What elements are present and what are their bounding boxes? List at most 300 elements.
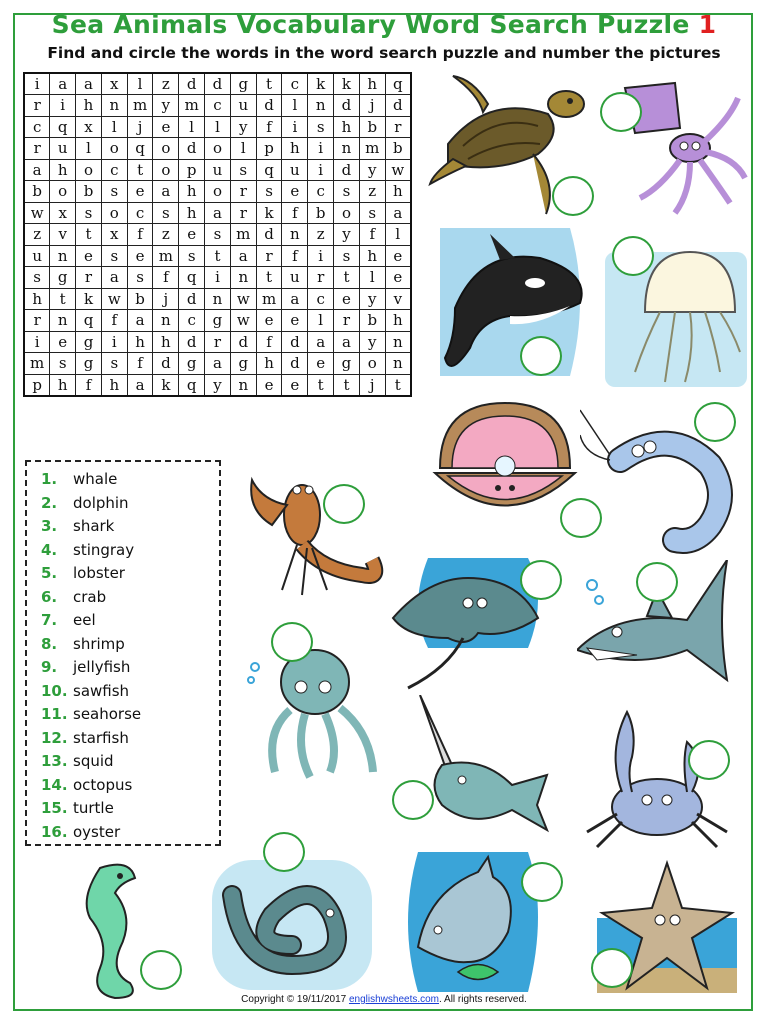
grid-letter[interactable]: j <box>127 116 153 138</box>
grid-letter[interactable]: m <box>24 353 50 375</box>
grid-letter[interactable]: f <box>76 374 102 396</box>
grid-letter[interactable]: y <box>359 331 385 353</box>
grid-letter[interactable]: s <box>153 202 179 224</box>
grid-letter[interactable]: l <box>282 95 308 117</box>
word-text: starfish <box>73 728 129 747</box>
grid-letter[interactable]: f <box>282 202 308 224</box>
grid-letter[interactable]: i <box>24 331 50 353</box>
grid-letter[interactable]: c <box>308 181 334 203</box>
grid-row <box>24 310 411 332</box>
grid-letter[interactable]: o <box>76 159 102 181</box>
grid-letter[interactable]: e <box>256 310 282 332</box>
grid-letter[interactable]: n <box>282 224 308 246</box>
grid-letter[interactable]: w <box>101 288 127 310</box>
whale-picture <box>440 228 590 376</box>
grid-letter[interactable]: u <box>24 245 50 267</box>
grid-letter[interactable]: f <box>127 353 153 375</box>
grid-letter[interactable]: t <box>50 288 76 310</box>
word-list-item <box>41 727 129 750</box>
grid-letter[interactable]: i <box>308 245 334 267</box>
grid-letter[interactable]: n <box>308 95 334 117</box>
copyright-link[interactable]: englishwsheets.com <box>348 994 440 1005</box>
grid-row <box>24 331 411 353</box>
grid-letter[interactable]: v <box>385 288 411 310</box>
grid-letter[interactable]: h <box>50 159 76 181</box>
grid-letter[interactable]: l <box>230 138 256 160</box>
grid-letter[interactable]: i <box>282 116 308 138</box>
grid-row <box>24 73 411 95</box>
grid-letter[interactable]: s <box>334 245 360 267</box>
grid-letter[interactable]: l <box>127 73 153 95</box>
grid-letter[interactable]: n <box>153 310 179 332</box>
answer-circle-lobster[interactable] <box>323 484 365 524</box>
grid-letter[interactable]: o <box>359 353 385 375</box>
grid-letter[interactable]: f <box>282 245 308 267</box>
answer-circle-eel[interactable] <box>263 832 305 872</box>
word-text: dolphin <box>73 493 129 512</box>
grid-letter[interactable]: h <box>179 202 205 224</box>
grid-letter[interactable]: u <box>282 267 308 289</box>
grid-letter[interactable]: a <box>230 245 256 267</box>
answer-circle-squid[interactable] <box>600 92 642 132</box>
grid-letter[interactable]: q <box>127 138 153 160</box>
grid-row <box>24 159 411 181</box>
grid-letter[interactable]: k <box>334 73 360 95</box>
answer-circle-crab[interactable] <box>688 740 730 780</box>
oyster-picture <box>430 398 580 528</box>
copyright-notice <box>0 994 768 1005</box>
squid-picture <box>620 78 750 218</box>
lobster-picture <box>242 460 392 600</box>
grid-letter[interactable]: j <box>359 374 385 396</box>
grid-letter[interactable]: d <box>256 224 282 246</box>
grid-letter[interactable]: z <box>308 224 334 246</box>
grid-letter[interactable]: a <box>385 202 411 224</box>
grid-letter[interactable]: r <box>334 310 360 332</box>
grid-letter[interactable]: u <box>282 159 308 181</box>
grid-letter[interactable]: l <box>76 138 102 160</box>
word-number: 6. <box>41 587 58 606</box>
grid-letter[interactable]: s <box>205 224 231 246</box>
grid-letter[interactable]: t <box>256 73 282 95</box>
grid-letter[interactable]: o <box>153 159 179 181</box>
word-list-item <box>41 492 129 515</box>
word-text: stingray <box>73 540 135 559</box>
grid-letter[interactable]: u <box>230 95 256 117</box>
grid-row <box>24 116 411 138</box>
answer-circle-sawfish[interactable] <box>392 780 434 820</box>
grid-letter[interactable]: n <box>50 310 76 332</box>
grid-letter[interactable]: s <box>308 116 334 138</box>
word-number: 14. <box>41 775 68 794</box>
grid-letter[interactable]: a <box>282 288 308 310</box>
grid-letter[interactable]: f <box>101 310 127 332</box>
grid-letter[interactable]: c <box>179 310 205 332</box>
answer-circle-starfish[interactable] <box>591 948 633 988</box>
grid-letter[interactable]: u <box>205 159 231 181</box>
grid-letter[interactable]: h <box>282 138 308 160</box>
grid-letter[interactable]: b <box>24 181 50 203</box>
grid-letter[interactable]: j <box>153 288 179 310</box>
grid-letter[interactable]: g <box>230 353 256 375</box>
grid-letter[interactable]: c <box>205 95 231 117</box>
grid-letter[interactable]: y <box>153 95 179 117</box>
grid-letter[interactable]: d <box>153 353 179 375</box>
grid-letter[interactable]: t <box>308 374 334 396</box>
grid-letter[interactable]: g <box>76 331 102 353</box>
grid-letter[interactable]: l <box>385 224 411 246</box>
grid-letter[interactable]: g <box>205 310 231 332</box>
grid-letter[interactable]: o <box>101 202 127 224</box>
answer-circle-jellyfish[interactable] <box>612 236 654 276</box>
grid-letter[interactable]: f <box>127 224 153 246</box>
grid-letter[interactable]: n <box>385 353 411 375</box>
grid-letter[interactable]: g <box>179 353 205 375</box>
grid-letter[interactable]: y <box>205 374 231 396</box>
grid-letter[interactable]: x <box>101 224 127 246</box>
grid-letter[interactable]: r <box>256 245 282 267</box>
copyright-suffix: . All rights reserved. <box>439 994 527 1005</box>
word-list-item <box>41 586 106 609</box>
grid-letter[interactable]: a <box>127 374 153 396</box>
grid-letter[interactable]: d <box>179 288 205 310</box>
grid-letter[interactable]: i <box>308 138 334 160</box>
grid-letter[interactable]: s <box>76 202 102 224</box>
grid-letter[interactable]: t <box>205 245 231 267</box>
grid-letter[interactable]: r <box>205 331 231 353</box>
grid-letter[interactable]: f <box>153 267 179 289</box>
grid-letter[interactable]: o <box>334 202 360 224</box>
word-number: 12. <box>41 728 68 747</box>
answer-circle-turtle[interactable] <box>552 176 594 216</box>
grid-letter[interactable]: a <box>205 202 231 224</box>
grid-letter[interactable]: a <box>76 73 102 95</box>
instructions: Find and circle the words in the word search puzzle and number the pictures <box>47 44 721 62</box>
grid-letter[interactable]: a <box>101 267 127 289</box>
grid-letter[interactable]: y <box>230 116 256 138</box>
grid-letter[interactable]: t <box>334 267 360 289</box>
grid-letter[interactable]: m <box>153 245 179 267</box>
grid-letter[interactable]: n <box>334 138 360 160</box>
grid-letter[interactable]: i <box>308 159 334 181</box>
grid-letter[interactable]: o <box>101 138 127 160</box>
grid-letter[interactable]: r <box>385 116 411 138</box>
grid-letter[interactable]: m <box>359 138 385 160</box>
grid-letter[interactable]: y <box>359 159 385 181</box>
word-text: seahorse <box>73 705 142 723</box>
grid-row <box>24 374 411 396</box>
grid-letter[interactable]: h <box>127 331 153 353</box>
grid-letter[interactable]: s <box>24 267 50 289</box>
grid-letter[interactable]: m <box>127 95 153 117</box>
grid-letter[interactable]: a <box>308 331 334 353</box>
grid-letter[interactable]: a <box>24 159 50 181</box>
grid-letter[interactable]: d <box>179 331 205 353</box>
grid-letter[interactable]: h <box>50 374 76 396</box>
grid-letter[interactable]: l <box>179 116 205 138</box>
word-number: 13. <box>41 752 68 770</box>
grid-letter[interactable]: q <box>76 310 102 332</box>
word-text: octopus <box>73 775 133 794</box>
grid-letter[interactable]: q <box>256 159 282 181</box>
word-number: 2. <box>41 493 58 512</box>
grid-letter[interactable]: h <box>179 181 205 203</box>
grid-row <box>24 202 411 224</box>
grid-letter[interactable]: r <box>308 267 334 289</box>
word-number: 7. <box>41 611 58 629</box>
grid-letter[interactable]: h <box>153 331 179 353</box>
grid-letter[interactable]: e <box>127 181 153 203</box>
word-text: crab <box>73 587 107 606</box>
grid-letter[interactable]: e <box>385 267 411 289</box>
grid-letter[interactable]: d <box>179 73 205 95</box>
grid-letter[interactable]: f <box>359 224 385 246</box>
grid-letter[interactable]: i <box>101 331 127 353</box>
grid-row <box>24 267 411 289</box>
grid-letter[interactable]: i <box>24 73 50 95</box>
grid-letter[interactable]: n <box>385 331 411 353</box>
grid-letter[interactable]: u <box>50 138 76 160</box>
grid-letter[interactable]: b <box>76 181 102 203</box>
grid-letter[interactable]: m <box>230 224 256 246</box>
grid-letter[interactable]: d <box>230 331 256 353</box>
word-list-item <box>41 703 141 726</box>
grid-letter[interactable]: d <box>282 353 308 375</box>
grid-letter[interactable]: z <box>153 73 179 95</box>
grid-letter[interactable]: b <box>127 288 153 310</box>
grid-letter[interactable]: o <box>205 181 231 203</box>
grid-letter[interactable]: l <box>308 310 334 332</box>
grid-letter[interactable]: o <box>50 181 76 203</box>
word-text: jellyfish <box>73 658 131 676</box>
grid-letter[interactable]: w <box>230 288 256 310</box>
grid-letter[interactable]: q <box>50 116 76 138</box>
grid-letter[interactable]: s <box>256 181 282 203</box>
grid-letter[interactable]: t <box>127 159 153 181</box>
grid-letter[interactable]: i <box>205 267 231 289</box>
grid-letter[interactable]: h <box>24 288 50 310</box>
grid-letter[interactable]: h <box>385 181 411 203</box>
grid-letter[interactable]: e <box>282 181 308 203</box>
word-list-item <box>41 609 96 632</box>
answer-circle-seahorse[interactable] <box>140 950 182 990</box>
word-text: shark <box>73 517 115 535</box>
answer-circle-stingray[interactable] <box>520 560 562 600</box>
word-list-item <box>41 797 114 820</box>
grid-letter[interactable]: e <box>179 224 205 246</box>
grid-letter[interactable]: a <box>127 310 153 332</box>
grid-letter[interactable]: p <box>24 374 50 396</box>
grid-letter[interactable]: s <box>50 353 76 375</box>
grid-letter[interactable]: g <box>230 73 256 95</box>
grid-letter[interactable]: n <box>205 288 231 310</box>
grid-letter[interactable]: e <box>153 116 179 138</box>
grid-row <box>24 353 411 375</box>
grid-letter[interactable]: r <box>24 138 50 160</box>
word-list-item <box>41 515 114 538</box>
grid-letter[interactable]: h <box>76 95 102 117</box>
answer-circle-shrimp[interactable] <box>694 402 736 442</box>
grid-letter[interactable]: n <box>101 95 127 117</box>
grid-letter[interactable]: d <box>385 95 411 117</box>
grid-letter[interactable]: l <box>359 267 385 289</box>
grid-letter[interactable]: y <box>334 224 360 246</box>
grid-letter[interactable]: s <box>127 267 153 289</box>
word-list-item <box>41 750 114 773</box>
grid-letter[interactable]: s <box>101 245 127 267</box>
grid-letter[interactable]: e <box>308 353 334 375</box>
grid-letter[interactable]: b <box>359 116 385 138</box>
grid-letter[interactable]: f <box>256 331 282 353</box>
grid-letter[interactable]: d <box>256 95 282 117</box>
grid-letter[interactable]: j <box>359 95 385 117</box>
grid-letter[interactable]: g <box>50 267 76 289</box>
word-number: 9. <box>41 658 58 676</box>
grid-letter[interactable]: i <box>50 95 76 117</box>
grid-letter[interactable]: c <box>127 202 153 224</box>
grid-letter[interactable]: x <box>50 202 76 224</box>
grid-letter[interactable]: s <box>101 181 127 203</box>
grid-letter[interactable]: e <box>282 310 308 332</box>
grid-letter[interactable]: d <box>179 138 205 160</box>
grid-letter[interactable]: a <box>334 331 360 353</box>
grid-letter[interactable]: l <box>205 116 231 138</box>
grid-letter[interactable]: c <box>24 116 50 138</box>
grid-letter[interactable]: o <box>153 138 179 160</box>
word-number: 1. <box>41 470 58 488</box>
grid-letter[interactable]: w <box>24 202 50 224</box>
grid-letter[interactable]: k <box>308 73 334 95</box>
word-text: turtle <box>73 799 114 817</box>
word-list-item <box>41 680 129 703</box>
grid-letter[interactable]: o <box>205 138 231 160</box>
word-number: 3. <box>41 517 58 535</box>
word-list-item <box>41 656 130 679</box>
grid-row <box>24 95 411 117</box>
grid-letter[interactable]: c <box>282 73 308 95</box>
grid-letter[interactable]: e <box>76 245 102 267</box>
grid-row <box>24 181 411 203</box>
grid-letter[interactable]: h <box>359 245 385 267</box>
grid-letter[interactable]: p <box>179 159 205 181</box>
grid-letter[interactable]: h <box>101 374 127 396</box>
grid-letter[interactable]: q <box>179 267 205 289</box>
grid-letter[interactable]: e <box>385 245 411 267</box>
word-search-grid <box>23 72 412 397</box>
grid-letter[interactable]: e <box>50 331 76 353</box>
grid-letter[interactable]: z <box>153 224 179 246</box>
grid-letter[interactable]: e <box>334 288 360 310</box>
word-number: 4. <box>41 540 58 559</box>
grid-letter[interactable]: s <box>359 202 385 224</box>
grid-letter[interactable]: q <box>385 73 411 95</box>
grid-letter[interactable]: k <box>153 374 179 396</box>
grid-letter[interactable]: e <box>127 245 153 267</box>
grid-letter[interactable]: b <box>359 310 385 332</box>
grid-letter[interactable]: s <box>179 245 205 267</box>
title-number: 1 <box>698 10 717 39</box>
grid-letter[interactable]: n <box>50 245 76 267</box>
grid-letter[interactable]: t <box>334 374 360 396</box>
grid-letter[interactable]: h <box>334 116 360 138</box>
grid-letter[interactable]: p <box>256 138 282 160</box>
answer-circle-dolphin[interactable] <box>521 862 563 902</box>
answer-circle-whale[interactable] <box>520 336 562 376</box>
grid-letter[interactable]: g <box>76 353 102 375</box>
grid-letter[interactable]: a <box>153 181 179 203</box>
word-text: shrimp <box>73 634 125 653</box>
grid-letter[interactable]: h <box>385 310 411 332</box>
grid-letter[interactable]: k <box>256 202 282 224</box>
grid-letter[interactable]: h <box>256 353 282 375</box>
copyright-prefix: Copyright © 19/11/2017 <box>241 994 349 1005</box>
grid-letter[interactable]: f <box>256 116 282 138</box>
word-text: sawfish <box>73 681 130 700</box>
grid-letter[interactable]: m <box>179 95 205 117</box>
word-number: 8. <box>41 634 58 653</box>
grid-letter[interactable]: t <box>385 374 411 396</box>
grid-letter[interactable]: x <box>101 73 127 95</box>
grid-letter[interactable]: m <box>256 288 282 310</box>
grid-letter[interactable]: w <box>385 159 411 181</box>
word-number: 11. <box>41 705 68 723</box>
grid-letter[interactable]: d <box>282 331 308 353</box>
word-number: 10. <box>41 681 68 700</box>
grid-letter[interactable]: c <box>308 288 334 310</box>
grid-letter[interactable]: z <box>359 181 385 203</box>
grid-letter[interactable]: s <box>101 353 127 375</box>
grid-letter[interactable]: w <box>230 310 256 332</box>
grid-letter[interactable]: x <box>76 116 102 138</box>
grid-letter[interactable]: d <box>205 73 231 95</box>
grid-letter[interactable]: h <box>359 73 385 95</box>
grid-letter[interactable]: e <box>256 374 282 396</box>
grid-letter[interactable]: c <box>101 159 127 181</box>
grid-letter[interactable]: r <box>24 95 50 117</box>
grid-letter[interactable]: r <box>76 267 102 289</box>
grid-letter[interactable]: k <box>76 288 102 310</box>
grid-letter[interactable]: n <box>230 374 256 396</box>
grid-letter[interactable]: g <box>334 353 360 375</box>
grid-letter[interactable]: b <box>308 202 334 224</box>
grid-letter[interactable]: z <box>24 224 50 246</box>
grid-letter[interactable]: d <box>334 159 360 181</box>
grid-row <box>24 224 411 246</box>
grid-letter[interactable]: r <box>230 202 256 224</box>
grid-row <box>24 245 411 267</box>
grid-letter[interactable]: y <box>359 288 385 310</box>
grid-letter[interactable]: t <box>256 267 282 289</box>
grid-letter[interactable]: l <box>101 116 127 138</box>
grid-letter[interactable]: s <box>230 159 256 181</box>
word-number: 5. <box>41 564 58 582</box>
grid-letter[interactable]: s <box>334 181 360 203</box>
grid-letter[interactable]: r <box>230 181 256 203</box>
grid-letter[interactable]: b <box>385 138 411 160</box>
grid-letter[interactable]: v <box>50 224 76 246</box>
grid-letter[interactable]: a <box>205 353 231 375</box>
answer-circle-shark[interactable] <box>636 562 678 602</box>
grid-letter[interactable]: t <box>76 224 102 246</box>
grid-row <box>24 138 411 160</box>
answer-circle-octopus[interactable] <box>271 622 313 662</box>
grid-letter[interactable]: a <box>50 73 76 95</box>
grid-letter[interactable]: n <box>230 267 256 289</box>
grid-letter[interactable]: r <box>24 310 50 332</box>
grid-letter[interactable]: d <box>334 95 360 117</box>
grid-letter[interactable]: e <box>282 374 308 396</box>
grid-letter[interactable]: q <box>179 374 205 396</box>
